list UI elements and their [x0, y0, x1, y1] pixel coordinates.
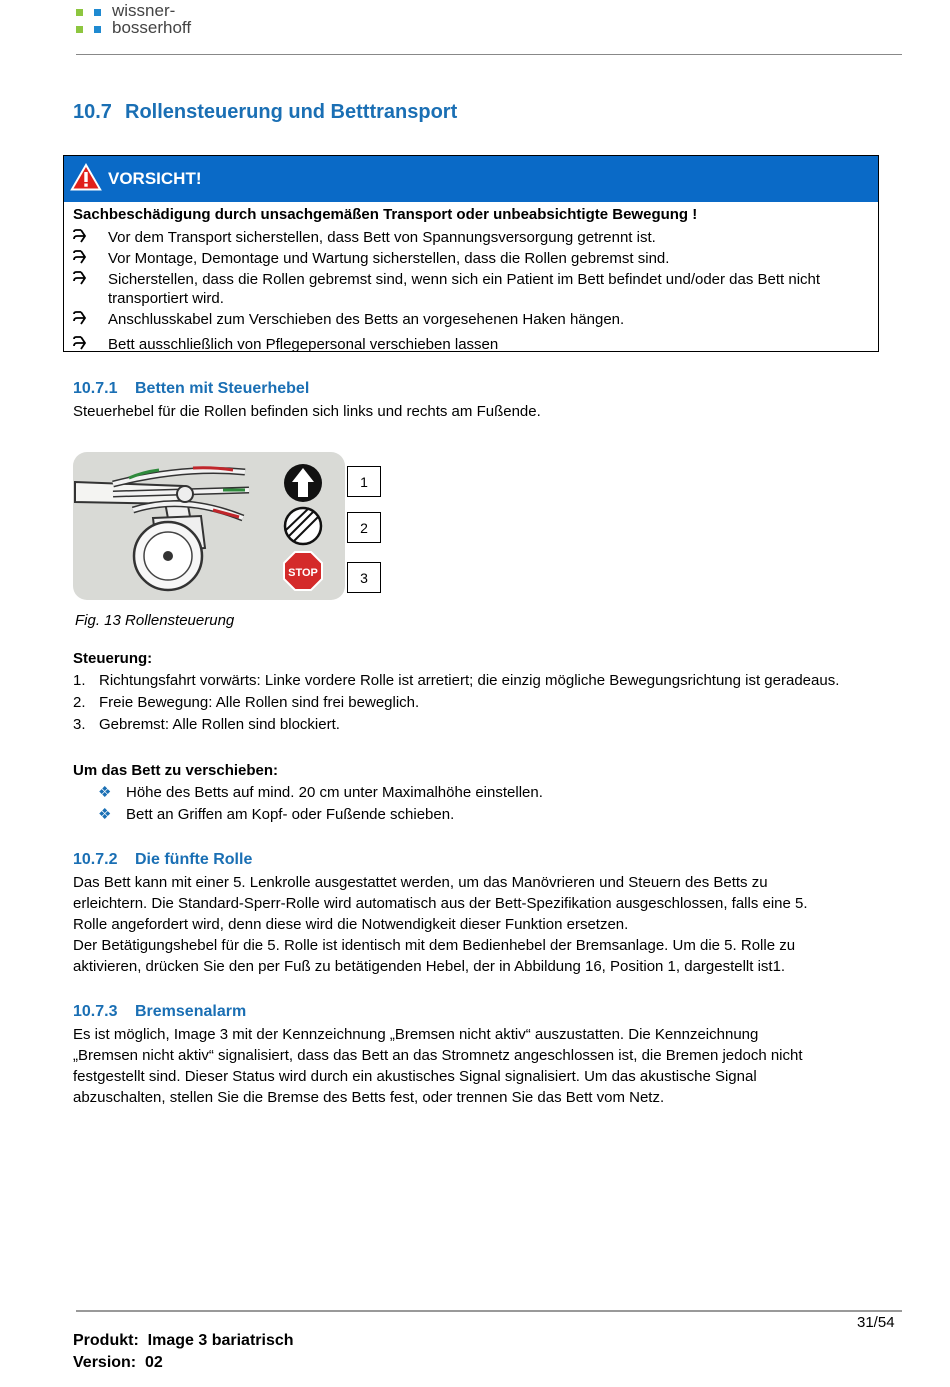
version-label: Version:: [73, 1354, 137, 1371]
company-logo: [76, 2, 276, 36]
paragraph-line: erleichtern. Die Standard-Sperr-Rolle wird automatisch aus der Bett-Spezifikation ausgeschlossen, falls eine 5.: [73, 895, 808, 912]
subsection-heading: [73, 1003, 246, 1021]
logo-square-blue: [94, 9, 101, 16]
arrow-right-icon: [73, 311, 87, 325]
paragraph-line: festgestellt sind. Dieser Status wird durch ein akustisches Signal signalisiert. Um das akustische Signal: [73, 1068, 757, 1085]
arrow-right-icon: [73, 271, 87, 285]
logo-text-line2: bosserhoff: [112, 18, 192, 37]
subsection-title: Die fünfte Rolle: [135, 851, 253, 868]
caution-box: [63, 155, 879, 352]
numbered-item: [73, 714, 340, 735]
item-number: 2.: [73, 694, 86, 711]
subsection-title: Betten mit Steuerhebel: [135, 380, 310, 397]
subsection-heading: [73, 851, 252, 869]
section-number: 10.7: [73, 101, 112, 123]
caution-item-text: Bett ausschließlich von Pflegepersonal verschieben lassen: [108, 336, 499, 353]
diamond-bullet-icon: ❖: [98, 806, 112, 823]
caution-item: [73, 335, 873, 354]
section-heading: [73, 101, 457, 124]
section-title: Rollensteuerung und Betttransport: [125, 101, 458, 123]
product-label: Produkt:: [73, 1332, 139, 1349]
caution-item: [73, 310, 873, 329]
subsection-title: Bremsenalarm: [135, 1003, 247, 1020]
paragraph-line: aktivieren, drücken Sie den per Fuß zu betätigenden Hebel, der in Abbildung 16, Position 1, dargestellt ist1.: [73, 958, 786, 975]
paragraph-line: abzuschalten, stellen Sie die Bremse des Betts fest, oder trennen Sie das Bett vom Netz.: [73, 1089, 665, 1106]
figure-label-3: 3: [347, 562, 381, 593]
footer-product: [73, 1332, 294, 1350]
item-text: Freie Bewegung: Alle Rollen sind frei beweglich.: [99, 694, 420, 711]
caution-item-text: Anschlusskabel zum Verschieben des Betts an vorgesehenen Haken hängen.: [108, 311, 625, 328]
caution-item: [73, 249, 873, 268]
bullet-text: Bett an Griffen am Kopf- oder Fußende schieben.: [126, 806, 455, 823]
footer-version: [73, 1354, 163, 1372]
numbered-item: [73, 692, 419, 713]
page-number: 31/54: [857, 1314, 895, 1331]
caster-control-illustration: [73, 452, 345, 600]
caution-title: VORSICHT!: [108, 169, 202, 188]
stop-sign-text: STOP: [288, 567, 318, 579]
paragraph-line: „Bremsen nicht aktiv“ signalisiert, dass das Bett an das Stromnetz angeschlossen ist, die Bremen jedoch nicht: [73, 1047, 803, 1064]
arrow-right-icon: [73, 336, 87, 350]
bullet-text: Höhe des Betts auf mind. 20 cm unter Maximalhöhe einstellen.: [126, 784, 543, 801]
subsection-number: 10.7.2: [73, 851, 118, 868]
numbered-item: [73, 670, 839, 691]
logo-square-blue: [94, 26, 101, 33]
caution-item-text: Vor Montage, Demontage und Wartung sicherstellen, dass die Rollen gebremst sind.: [108, 250, 670, 267]
subsection-number: 10.7.3: [73, 1003, 118, 1020]
footer-divider: [76, 1310, 902, 1312]
logo-square-green: [76, 9, 83, 16]
arrow-right-icon: [73, 250, 87, 264]
figure-label-2: 2: [347, 512, 381, 543]
caution-banner: [64, 156, 878, 202]
subsection-number: 10.7.1: [73, 380, 118, 397]
item-text: Richtungsfahrt vorwärts: Linke vordere Rolle ist arretiert; die einzig mögliche Bewegungsrichtung ist geradeaus.: [99, 672, 840, 689]
version-value: 02: [145, 1354, 163, 1371]
caution-item-text: Sicherstellen, dass die Rollen gebremst sind, wenn sich ein Patient im Bett befindet und/oder das Bett nicht transportiert wird.: [108, 271, 821, 307]
caution-item: [73, 270, 873, 308]
caution-heading: Sachbeschädigung durch unsachgemäßen Transport oder unbeabsichtigte Bewegung !: [73, 206, 698, 223]
paragraph-line: Der Betätigungshebel für die 5. Rolle ist identisch mit dem Bedienhebel der Bremsanlage. Um die 5. Rolle zu: [73, 937, 796, 954]
paragraph: Steuerhebel für die Rollen befinden sich links und rechts am Fußende.: [73, 403, 541, 420]
bullet-item: [98, 782, 543, 803]
paragraph-line: Das Bett kann mit einer 5. Lenkrolle ausgestattet werden, um das Manövrieren und Steuern des Betts zu: [73, 874, 768, 891]
header-divider: [76, 54, 902, 55]
bullet-item: [98, 804, 454, 825]
subsection-heading: [73, 380, 309, 398]
caution-item: [73, 228, 873, 247]
item-number: 3.: [73, 716, 86, 733]
arrow-right-icon: [73, 229, 87, 243]
verschieben-heading: Um das Bett zu verschieben:: [73, 762, 279, 779]
figure-caption: Fig. 13 Rollensteuerung: [75, 612, 235, 629]
steuerung-heading: Steuerung:: [73, 650, 153, 667]
figure-label-1: 1: [347, 466, 381, 497]
logo-square-green: [76, 26, 83, 33]
product-value: Image 3 bariatrisch: [147, 1332, 294, 1349]
item-number: 1.: [73, 672, 86, 689]
paragraph-line: Es ist möglich, Image 3 mit der Kennzeichnung „Bremsen nicht aktiv“ auszustatten. Die Kennzeichnung: [73, 1026, 759, 1043]
paragraph-line: Rolle angefordert wird, denn diese wird die Notwendigkeit dieser Funktion ersetzen.: [73, 916, 629, 933]
diamond-bullet-icon: ❖: [98, 784, 112, 801]
warning-triangle-icon: [70, 162, 102, 192]
logo-text-line1: wissner-: [112, 1, 176, 20]
item-text: Gebremst: Alle Rollen sind blockiert.: [99, 716, 340, 733]
caution-item-text: Vor dem Transport sicherstellen, dass Bett von Spannungsversorgung getrennt ist.: [108, 229, 656, 246]
